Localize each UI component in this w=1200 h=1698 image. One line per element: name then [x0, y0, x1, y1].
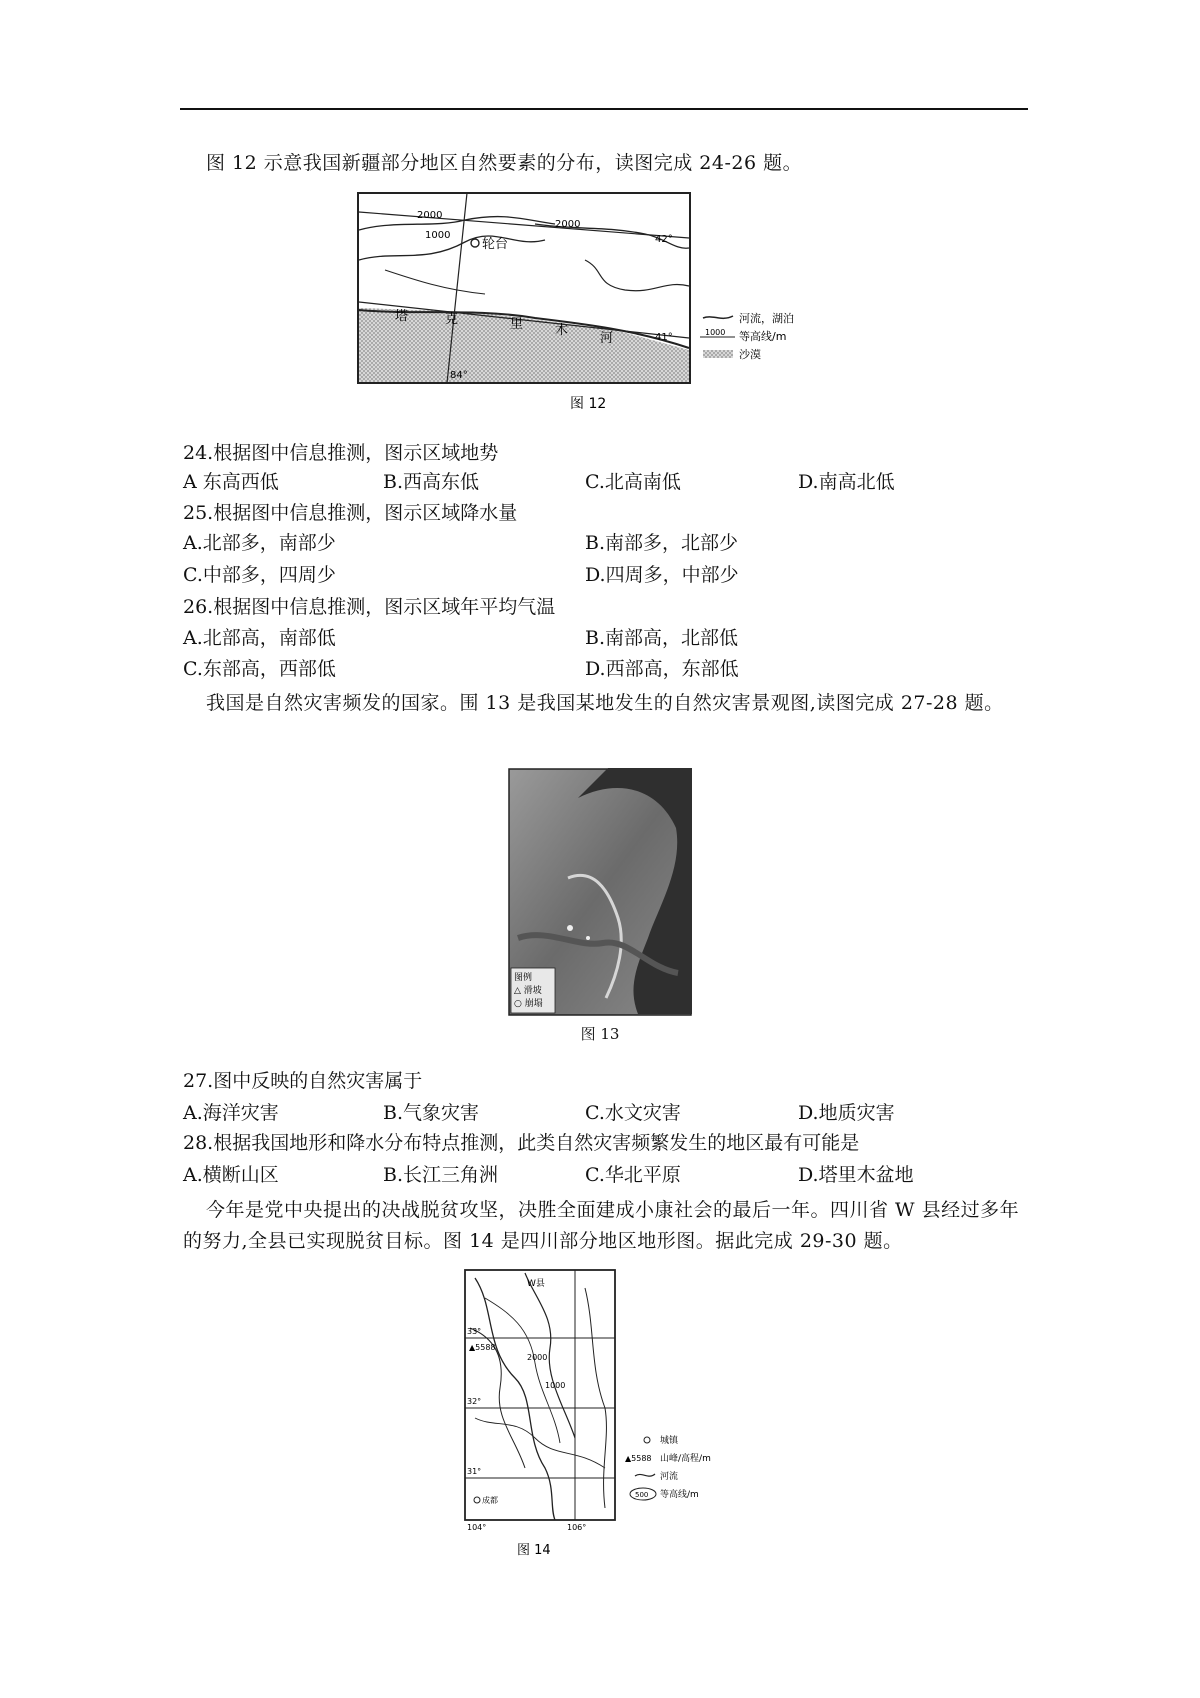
label-w-county: W县 — [527, 1279, 545, 1289]
figure-14-caption: 图 14 — [517, 1543, 551, 1558]
river-label-1: 里 — [510, 317, 524, 332]
figure-13 — [508, 768, 692, 1016]
q24-option-c[interactable]: C.北高南低 — [585, 471, 681, 493]
contour-label-1000: 1000 — [425, 230, 451, 241]
label-chengdu: 成都 — [482, 1496, 498, 1505]
desert-label-2: 克 — [445, 312, 459, 327]
q25-option-b[interactable]: B.南部多，北部少 — [585, 532, 739, 554]
q24-option-d[interactable]: D.南高北低 — [798, 471, 895, 493]
q27-option-a[interactable]: A.海洋灾害 — [183, 1102, 279, 1124]
q28-option-a[interactable]: A.横断山区 — [183, 1164, 279, 1186]
photo-legend-a: △ 滑坡 — [514, 986, 542, 996]
figure-14-map — [455, 1268, 765, 1563]
legend-town-symbol — [644, 1437, 650, 1443]
town-marker — [471, 239, 479, 247]
town-label: 轮台 — [482, 237, 509, 252]
q27-option-d[interactable]: D.地质灾害 — [798, 1102, 895, 1124]
legend-river: 河流 — [660, 1472, 679, 1482]
legend-desert-symbol — [703, 350, 733, 358]
q28-option-c[interactable]: C.华北平原 — [585, 1164, 681, 1186]
legend-contour-sample: 1000 — [705, 328, 726, 337]
figure-13-caption: 图 13 — [580, 1025, 620, 1043]
q26-option-c[interactable]: C.东部高，西部低 — [183, 658, 336, 680]
q28-stem: 28.根据我国地形和降水分布特点推测，此类自然灾害频繁发生的地区最有可能是 — [183, 1132, 860, 1154]
lat-label-42: 42° — [655, 234, 673, 245]
q25-option-a[interactable]: A.北部多，南部少 — [183, 532, 336, 554]
legend-river: 河流，湖泊 — [739, 312, 794, 325]
label-contour-2000: 2000 — [527, 1353, 548, 1362]
label-lat-32: 32° — [467, 1397, 482, 1406]
legend-contour-sample: 500 — [635, 1491, 649, 1499]
legend-contour: 等高线/m — [739, 330, 787, 343]
label-lat-31: 31° — [467, 1467, 482, 1476]
figure-12 — [355, 190, 855, 420]
label-lon-104: 104° — [467, 1523, 487, 1532]
label-lat-33: 33° — [467, 1327, 482, 1336]
chengdu-marker — [474, 1497, 480, 1503]
contour-label-2000a: 2000 — [417, 210, 443, 221]
q25-option-d[interactable]: D.四周多，中部少 — [585, 564, 739, 586]
debris-spot — [567, 925, 573, 931]
river-label-2: 木 — [555, 323, 569, 338]
debris-spot-2 — [586, 936, 590, 940]
header-rule — [180, 108, 1028, 110]
q28-option-b[interactable]: B.长江三角洲 — [383, 1164, 499, 1186]
lat-label-41: 41° — [655, 332, 673, 343]
q27-option-b[interactable]: B.气象灾害 — [383, 1102, 480, 1124]
q28-option-d[interactable]: D.塔里木盆地 — [798, 1164, 914, 1186]
figure-13-photo — [508, 768, 692, 1016]
figure-12-caption: 图 12 — [570, 396, 607, 412]
legend-town: 城镇 — [660, 1436, 679, 1446]
legend-contour: 等高线/m — [660, 1490, 699, 1500]
q25-option-c[interactable]: C.中部多，四周少 — [183, 564, 336, 586]
q24-option-a[interactable]: A 东高西低 — [183, 471, 279, 493]
legend-river-symbol — [635, 1474, 655, 1476]
q27-stem: 27.图中反映的自然灾害属于 — [183, 1070, 423, 1092]
river-label-3: 河 — [600, 331, 614, 346]
photo-legend-b: ○ 崩塌 — [514, 999, 543, 1009]
figure-14 — [455, 1268, 765, 1563]
label-peak: ▲5588 — [469, 1343, 496, 1352]
label-lon-106: 106° — [567, 1523, 587, 1532]
legend-river-symbol — [703, 316, 733, 318]
q24-stem: 24.根据图中信息推测，图示区域地势 — [183, 442, 499, 464]
intro-fig13: 我国是自然灾害频发的国家。围 13 是我国某地发生的自然灾害景观图,读图完成 27-28 题。 — [206, 692, 1004, 714]
legend-desert: 沙漠 — [739, 348, 761, 361]
intro-fig12: 图 12 示意我国新疆部分地区自然要素的分布，读图完成 24-26 题。 — [206, 152, 803, 174]
contour-label-2000b: 2000 — [555, 219, 581, 230]
q26-option-d[interactable]: D.西部高，东部低 — [585, 658, 739, 680]
photo-legend-title: 图例 — [514, 973, 533, 983]
q26-stem: 26.根据图中信息推测，图示区域年平均气温 — [183, 596, 556, 618]
q26-option-a[interactable]: A.北部高，南部低 — [183, 627, 336, 649]
figure-12-map — [355, 190, 855, 420]
q24-option-b[interactable]: B.西高东低 — [383, 471, 480, 493]
q25-stem: 25.根据图中信息推测，图示区域降水量 — [183, 502, 518, 524]
lon-label-84: 84° — [450, 370, 468, 381]
legend-peak: 山峰/高程/m — [660, 1454, 711, 1464]
label-contour-1000: 1000 — [545, 1381, 566, 1390]
q26-option-b[interactable]: B.南部高，北部低 — [585, 627, 739, 649]
intro-fig14: 今年是党中央提出的决战脱贫攻坚，决胜全面建成小康社会的最后一年。四川省 W 县经过多年的努力,全县已实现脱贫目标。图 14 是四川部分地区地形图。据此完成 29-30 题。 — [183, 1199, 1020, 1252]
legend-peak-sample: ▲5588 — [625, 1454, 652, 1463]
desert-label-1: 塔 — [395, 309, 409, 324]
q27-option-c[interactable]: C.水文灾害 — [585, 1102, 681, 1124]
